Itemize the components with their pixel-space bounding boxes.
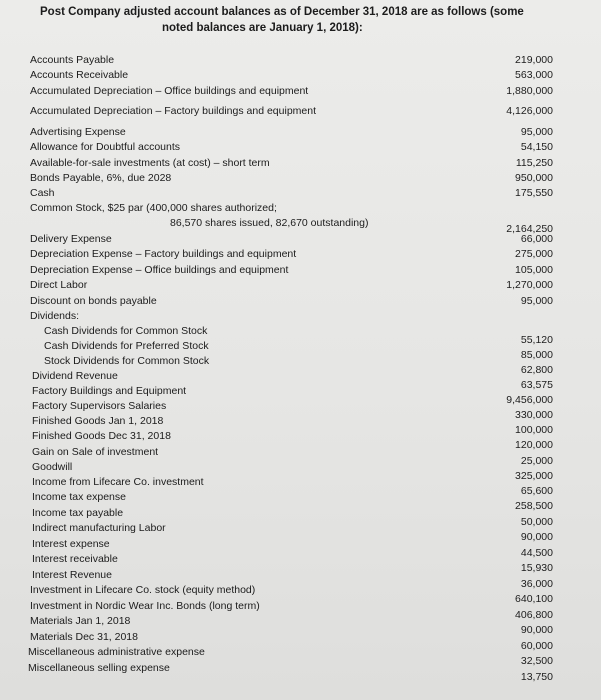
account-row <box>0 67 601 83</box>
account-amount: 330,000 <box>515 409 553 421</box>
account-row <box>0 308 601 324</box>
account-label: Factory Buildings and Equipment <box>32 385 187 397</box>
account-label: Bonds Payable, 6%, due 2028 <box>30 172 172 184</box>
account-amount: 2,164,250 <box>506 223 553 235</box>
account-row <box>0 200 601 216</box>
account-label: Interest Revenue <box>32 569 112 581</box>
account-label: Gain on Sale of investment <box>32 446 159 458</box>
account-amount: 66,000 <box>520 233 553 245</box>
account-label: Investment in Lifecare Co. stock (equity method) <box>30 584 256 596</box>
account-amount: 44,500 <box>520 547 553 559</box>
account-amount: 4,126,000 <box>506 105 553 117</box>
account-amount: 563,000 <box>515 69 553 81</box>
account-amount: 120,000 <box>515 439 553 451</box>
account-row <box>0 185 601 201</box>
account-amount: 105,000 <box>515 264 553 276</box>
account-label: Income from Lifecare Co. investment <box>32 476 204 488</box>
account-row <box>0 215 601 235</box>
account-row <box>0 103 601 119</box>
account-amount: 258,500 <box>515 500 553 512</box>
account-label: Goodwill <box>32 461 73 473</box>
account-amount: 115,250 <box>515 157 553 169</box>
account-amount: 175,550 <box>515 187 553 199</box>
account-label: Cash <box>30 187 55 199</box>
account-label: Depreciation Expense – Office buildings and equipment <box>30 264 289 276</box>
account-row <box>0 489 601 512</box>
account-row <box>0 124 601 140</box>
account-label: Dividends: <box>30 310 80 322</box>
account-row <box>0 170 601 186</box>
account-row <box>0 277 601 293</box>
account-label: Interest receivable <box>32 553 118 565</box>
account-label: 86,570 shares issued, 82,670 outstanding) <box>170 217 369 229</box>
account-amount: 100,000 <box>515 424 553 436</box>
account-label: Finished Goods Jan 1, 2018 <box>32 415 164 427</box>
account-amount: 1,270,000 <box>506 279 553 291</box>
account-label: Common Stock, $25 par (400,000 shares authorized; <box>30 202 277 214</box>
account-amount: 55,120 <box>520 334 553 346</box>
account-label: Direct Labor <box>30 279 88 291</box>
account-label: Cash Dividends for Preferred Stock <box>44 340 209 352</box>
account-label: Finished Goods Dec 31, 2018 <box>32 430 171 442</box>
account-row <box>0 613 601 636</box>
account-label: Investment in Nordic Wear Inc. Bonds (long term) <box>30 600 260 612</box>
account-label: Interest expense <box>32 538 110 550</box>
account-label: Accumulated Depreciation – Factory buildings and equipment <box>30 105 316 117</box>
account-row <box>0 262 601 278</box>
account-label: Advertising Expense <box>30 126 126 138</box>
account-label: Income tax payable <box>32 507 124 519</box>
account-amount: 50,000 <box>520 516 553 528</box>
account-amount: 32,500 <box>520 655 553 667</box>
account-amount: 63,575 <box>520 379 553 391</box>
account-amount: 1,880,000 <box>506 85 553 97</box>
account-amount: 25,000 <box>520 455 553 467</box>
account-label: Available-for-sale investments (at cost) – short term <box>30 157 270 169</box>
account-label: Discount on bonds payable <box>30 295 157 307</box>
account-amount: 275,000 <box>515 248 553 260</box>
account-row <box>0 52 601 68</box>
account-amount: 90,000 <box>520 531 553 543</box>
account-label: Indirect manufacturing Labor <box>32 522 166 534</box>
account-row <box>0 155 601 171</box>
account-amount: 60,000 <box>520 640 553 652</box>
account-row <box>0 582 601 605</box>
account-label: Accounts Receivable <box>30 69 129 81</box>
account-label: Stock Dividends for Common Stock <box>44 355 210 367</box>
account-amount: 219,000 <box>515 54 553 66</box>
account-row <box>0 428 601 451</box>
account-amount: 36,000 <box>520 578 553 590</box>
account-amount: 950,000 <box>515 172 553 184</box>
title-line-2: noted balances are January 1, 2018): <box>162 22 363 34</box>
account-amount: 90,000 <box>520 624 553 636</box>
account-label: Factory Supervisors Salaries <box>32 400 167 412</box>
account-label: Dividend Revenue <box>32 370 118 382</box>
account-amount: 325,000 <box>515 470 553 482</box>
account-row <box>0 551 601 574</box>
account-amount: 54,150 <box>520 141 553 153</box>
account-label: Delivery Expense <box>30 233 112 245</box>
account-amount: 95,000 <box>520 126 553 138</box>
account-label: Allowance for Doubtful accounts <box>30 141 180 153</box>
account-amount: 85,000 <box>520 349 553 361</box>
account-amount: 65,600 <box>520 485 553 497</box>
account-amount: 95,000 <box>520 295 553 307</box>
account-label: Materials Jan 1, 2018 <box>30 615 131 627</box>
account-amount: 406,800 <box>515 609 553 621</box>
account-label: Depreciation Expense – Factory buildings and equipment <box>30 248 297 260</box>
account-row <box>0 520 601 543</box>
account-row <box>0 139 601 155</box>
account-row <box>0 83 601 99</box>
account-row <box>0 293 601 309</box>
account-amount: 15,930 <box>520 562 553 574</box>
account-amount: 13,750 <box>520 671 553 683</box>
account-amount: 640,100 <box>515 593 553 605</box>
account-label: Accounts Payable <box>30 54 115 66</box>
account-label: Income tax expense <box>32 491 126 503</box>
account-label: Miscellaneous selling expense <box>28 662 170 674</box>
account-row <box>0 231 601 247</box>
title-line-1: Post Company adjusted account balances as of December 31, 2018 are as follows (some <box>40 6 524 18</box>
account-amount: 9,456,000 <box>506 394 553 406</box>
account-label: Materials Dec 31, 2018 <box>30 631 138 643</box>
account-amount: 62,800 <box>520 364 553 376</box>
account-row <box>0 644 601 667</box>
account-row <box>0 660 601 683</box>
account-label: Cash Dividends for Common Stock <box>44 325 208 337</box>
account-row <box>0 246 601 262</box>
account-label: Miscellaneous administrative expense <box>28 646 205 658</box>
account-label: Accumulated Depreciation – Office buildings and equipment <box>30 85 309 97</box>
